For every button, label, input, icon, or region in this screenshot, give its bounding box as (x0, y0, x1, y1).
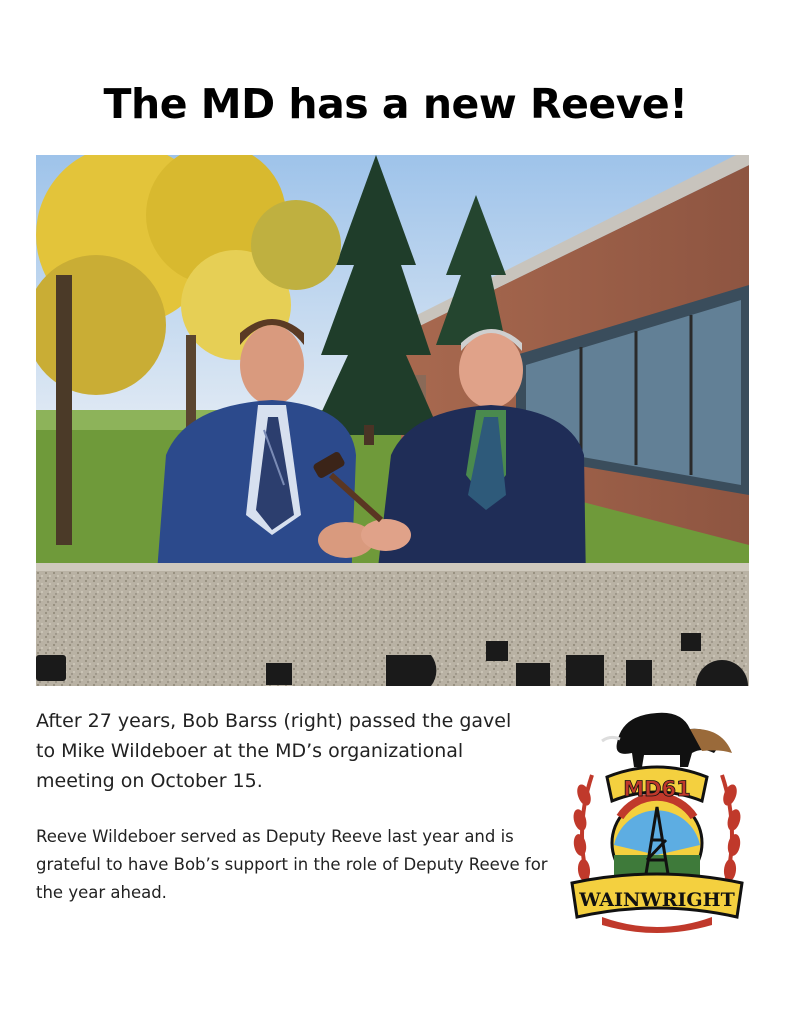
logo-top-text: MD61 (623, 777, 691, 801)
md61-wainwright-logo (562, 705, 752, 933)
reeve-handover-photo (36, 155, 749, 686)
page-headline: The MD has a new Reeve! (103, 80, 688, 128)
intro-paragraph: After 27 years, Bob Barss (right) passed the gavel to Mike Wildeboer at the MD’s organizational meeting on October 15. (36, 710, 512, 792)
detail-paragraph: Reeve Wildeboer served as Deputy Reeve last year and is grateful to have Bob’s support in the role of Deputy Reeve for the year ahead. (36, 827, 548, 902)
buffalo-icon (602, 713, 732, 767)
logo-bottom-text: WAINWRIGHT (579, 889, 735, 911)
